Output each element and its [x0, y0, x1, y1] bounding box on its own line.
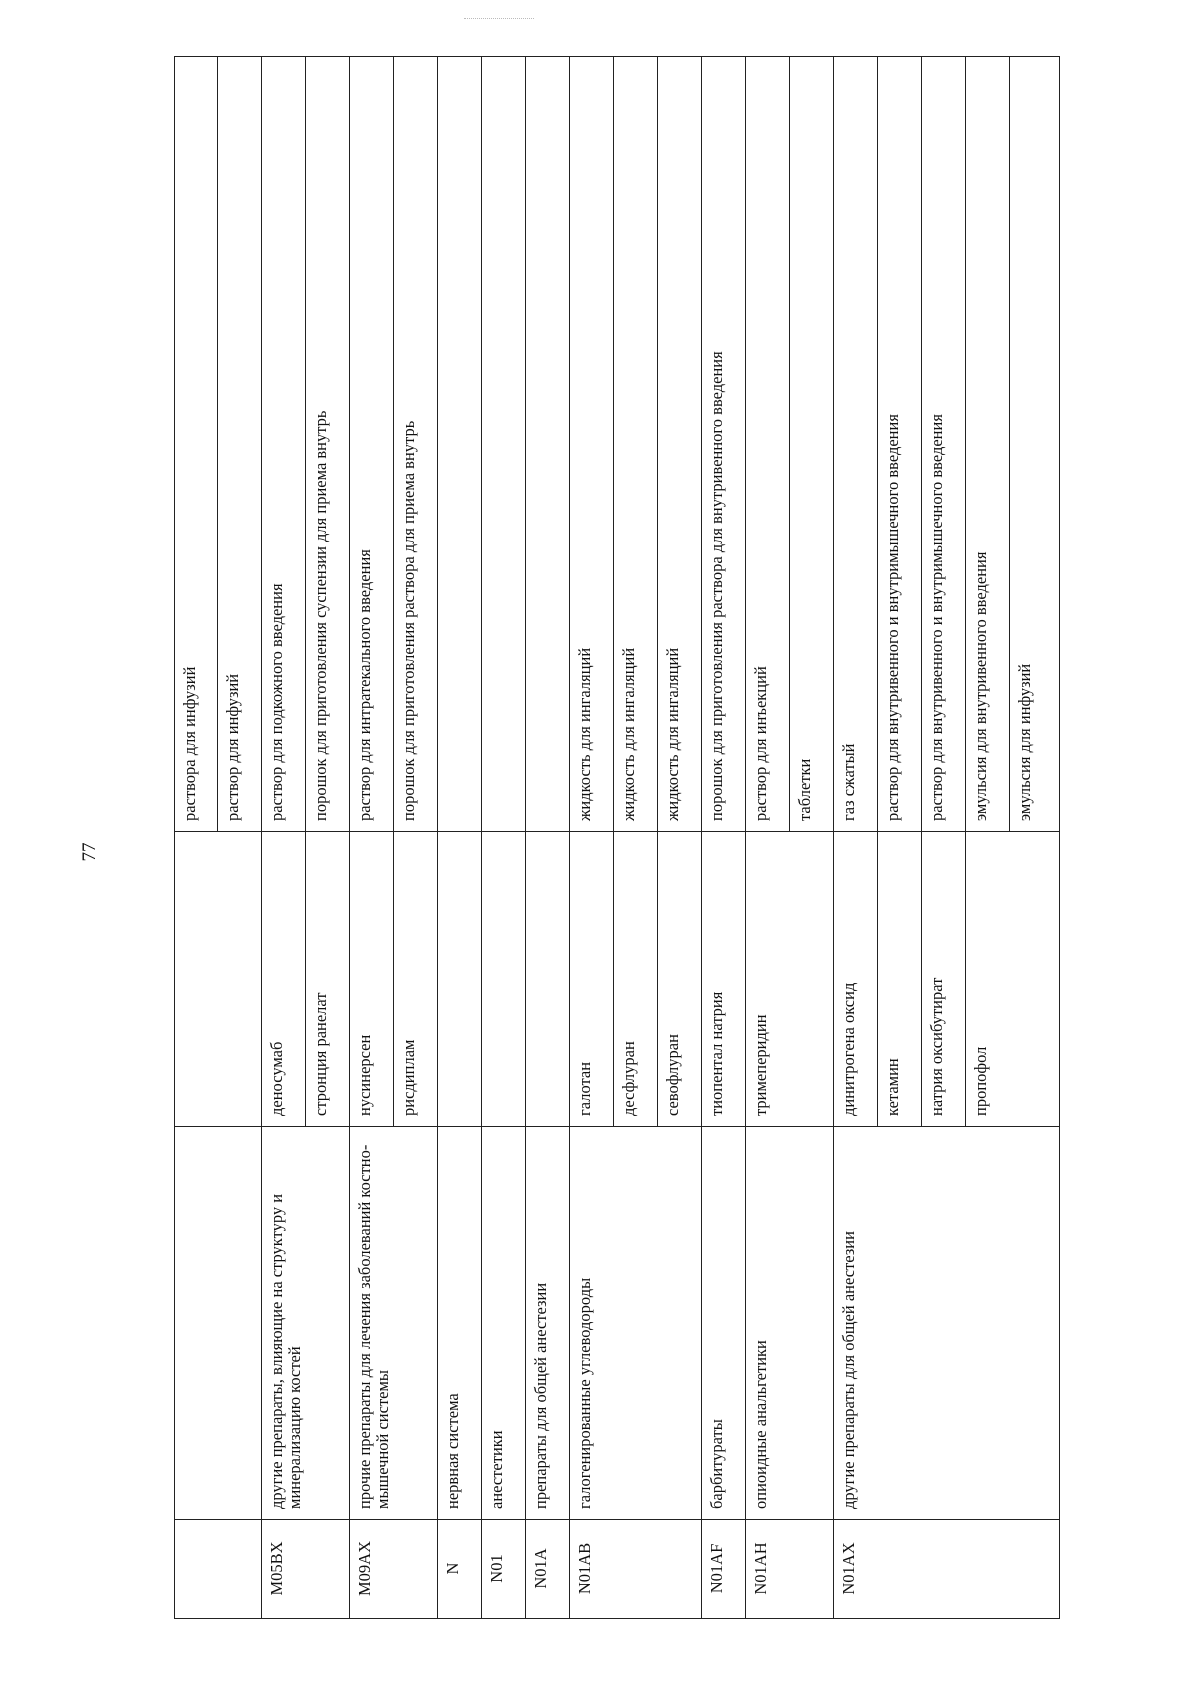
form-cell: эмульсия для внутривенного введения — [966, 57, 1010, 832]
form-cell: жидкость для ингаляций — [570, 57, 614, 832]
atc-code-cell: M05BX — [262, 1520, 350, 1619]
table-row — [262, 57, 306, 1619]
group-cell: прочие препараты для лечения заболеваний костно-мышечной системы — [350, 1127, 438, 1520]
group-cell: опиоидные анальгетики — [746, 1127, 834, 1520]
atc-code-cell: N01A — [526, 1520, 570, 1619]
form-cell: жидкость для ингаляций — [658, 57, 702, 832]
group-cell — [175, 1127, 262, 1520]
inn-cell: галотан — [570, 832, 614, 1127]
inn-cell: рисдиплам — [394, 832, 438, 1127]
form-cell: газ сжатый — [834, 57, 878, 832]
table-row — [438, 57, 482, 1619]
atc-code-cell: N01AB — [570, 1520, 702, 1619]
group-cell: другие препараты для общей анестезии — [834, 1127, 1060, 1520]
form-cell: таблетки — [790, 57, 834, 832]
form-cell — [482, 57, 526, 832]
inn-cell: натрия оксибутират — [922, 832, 966, 1127]
form-cell: раствор для внутривенного и внутримышечного введения — [922, 57, 966, 832]
atc-code-cell: M09AX — [350, 1520, 438, 1619]
form-cell — [526, 57, 570, 832]
inn-cell: севофлуран — [658, 832, 702, 1127]
table-row — [175, 57, 218, 1619]
table-row — [702, 57, 746, 1619]
drug-table — [174, 56, 1060, 1619]
group-cell: препараты для общей анестезии — [526, 1127, 570, 1520]
page-number: 77 — [79, 842, 100, 862]
inn-cell: стронция ранелат — [306, 832, 350, 1127]
group-cell: анестетики — [482, 1127, 526, 1520]
inn-cell: пропофол — [966, 832, 1060, 1127]
form-cell — [438, 57, 482, 832]
group-cell: другие препараты, влияющие на структуру и минерализацию костей — [262, 1127, 350, 1520]
atc-code-cell: N01AX — [834, 1520, 1060, 1619]
atc-code-cell: N — [438, 1520, 482, 1619]
form-cell: порошок для приготовления раствора для приема внутрь — [394, 57, 438, 832]
table-row — [350, 57, 394, 1619]
inn-cell: динитрогена оксид — [834, 832, 878, 1127]
atc-code-cell — [175, 1520, 262, 1619]
table-row — [834, 57, 878, 1619]
inn-cell: десфлуран — [614, 832, 658, 1127]
inn-cell: тримеперидин — [746, 832, 834, 1127]
table-row — [526, 57, 570, 1619]
form-cell: порошок для приготовления суспензии для приема внутрь — [306, 57, 350, 832]
table-row — [570, 57, 614, 1619]
table-row — [482, 57, 526, 1619]
inn-cell: нусинерсен — [350, 832, 394, 1127]
group-cell: галогенированные углеводороды — [570, 1127, 702, 1520]
form-cell: раствор для инфузий — [218, 57, 262, 832]
form-cell: раствора для инфузий — [175, 57, 218, 832]
atc-code-cell: N01 — [482, 1520, 526, 1619]
inn-cell — [526, 832, 570, 1127]
inn-cell — [438, 832, 482, 1127]
group-cell: нервная система — [438, 1127, 482, 1520]
inn-cell — [482, 832, 526, 1127]
inn-cell: деносумаб — [262, 832, 306, 1127]
table-row — [746, 57, 790, 1619]
inn-cell: тиопентал натрия — [702, 832, 746, 1127]
inn-cell: кетамин — [878, 832, 922, 1127]
form-cell: жидкость для ингаляций — [614, 57, 658, 832]
form-cell: раствор для инъекций — [746, 57, 790, 832]
form-cell: раствор для подкожного введения — [262, 57, 306, 832]
atc-code-cell: N01AH — [746, 1520, 834, 1619]
scan-artifact — [464, 18, 534, 25]
form-cell: раствор для интратекального введения — [350, 57, 394, 832]
group-cell: барбитураты — [702, 1127, 746, 1520]
form-cell: раствор для внутривенного и внутримышечного введения — [878, 57, 922, 832]
inn-cell — [175, 832, 262, 1127]
rotated-table-wrapper — [174, 57, 1124, 1619]
atc-code-cell: N01AF — [702, 1520, 746, 1619]
form-cell: порошок для приготовления раствора для внутривенного введения — [702, 57, 746, 832]
form-cell: эмульсия для инфузий — [1010, 57, 1060, 832]
